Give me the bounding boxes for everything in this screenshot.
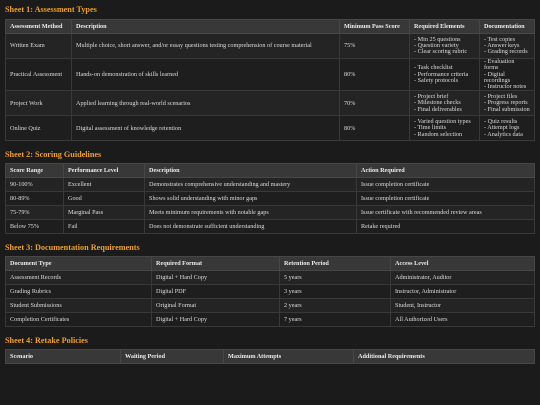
- column-header: Maximum Attempts: [224, 350, 354, 364]
- table-header-row: [6, 20, 535, 34]
- performance-level-cell: Fail: [64, 220, 145, 234]
- description-cell: Multiple choice, short answer, and/or essay questions testing comprehension of course material: [72, 34, 340, 59]
- description-cell: Shows solid understanding with minor gaps: [145, 192, 357, 206]
- retention-cell: 7 years: [280, 313, 391, 327]
- table-row: [6, 313, 535, 327]
- list-item: - Analytics data: [484, 130, 523, 138]
- format-cell: Digital PDF: [152, 285, 280, 299]
- table-row: [6, 220, 535, 234]
- document-type-cell: Assessment Records: [6, 271, 152, 285]
- list-item: - Project files: [484, 93, 518, 101]
- list-item: - Question variety: [414, 41, 459, 49]
- sheet-3-section: [5, 243, 535, 327]
- action-cell: Issue certificate with recommended review areas: [357, 206, 535, 220]
- column-header: Documentation: [480, 20, 535, 34]
- list-item: - Time limits: [414, 124, 446, 132]
- column-header: Required Format: [152, 257, 280, 271]
- access-level-cell: Student, Instructor: [391, 299, 535, 313]
- document-type-cell: Completion Certificates: [6, 313, 152, 327]
- table-row: [6, 34, 535, 59]
- column-header: Scenario: [6, 350, 121, 364]
- sheet-2-title: Sheet 2: Scoring Guidelines: [5, 150, 102, 160]
- sheet-1-title: Sheet 1: Assessment Types: [5, 5, 97, 14]
- list-item: - Instructor notes: [484, 83, 527, 91]
- column-header: Access Level: [391, 257, 535, 271]
- column-header: Additional Requirements: [354, 350, 535, 364]
- access-level-cell: All Authorized Users: [391, 313, 535, 327]
- list-item: - Grading records: [484, 48, 528, 56]
- format-cell: Digital + Hard Copy: [152, 313, 280, 327]
- list-item: - Project brief: [414, 93, 449, 101]
- column-header: Description: [72, 20, 340, 34]
- column-header: Action Required: [357, 164, 535, 178]
- score-cell: 70%: [340, 91, 410, 116]
- score-range-cell: 75-79%: [6, 206, 64, 220]
- description-cell: Digital assessment of knowledge retention: [72, 116, 340, 141]
- documentation-cell: [480, 34, 535, 59]
- column-header: Minimum Pass Score: [340, 20, 410, 34]
- table-row: [6, 299, 535, 313]
- column-header: Score Range: [6, 164, 64, 178]
- list-item: - Answer keys: [484, 41, 520, 49]
- description-cell: Does not demonstrate sufficient understanding: [145, 220, 357, 234]
- list-item: - Performance criteria: [414, 70, 469, 78]
- table-row: [6, 271, 535, 285]
- performance-level-cell: Marginal Pass: [64, 206, 145, 220]
- table-header-row: [6, 164, 535, 178]
- performance-level-cell: Excellent: [64, 178, 145, 192]
- documentation-requirements-table: [5, 256, 535, 327]
- documentation-cell: [480, 91, 535, 116]
- table-row: [6, 91, 535, 116]
- description-cell: Demonstrates comprehensive understanding and mastery: [145, 178, 357, 192]
- table-header-row: [6, 257, 535, 271]
- list-item: - Random selection: [414, 130, 463, 138]
- access-level-cell: Instructor, Administrator: [391, 285, 535, 299]
- assessment-types-table: [5, 19, 535, 141]
- sheet-4-section: [5, 336, 535, 364]
- sheet-3-title: Sheet 3: Documentation Requirements: [5, 243, 140, 253]
- score-range-cell: 90-100%: [6, 178, 64, 192]
- column-header: Description: [145, 164, 357, 178]
- table-row: [6, 285, 535, 299]
- performance-level-cell: Good: [64, 192, 145, 206]
- document-type-cell: Grading Rubrics: [6, 285, 152, 299]
- action-cell: Retake required: [357, 220, 535, 234]
- column-header: Assessment Method: [6, 20, 72, 34]
- list-item: - Final submission: [484, 105, 530, 113]
- column-header: Retention Period: [280, 257, 391, 271]
- table-row: [6, 59, 535, 91]
- score-range-cell: 80-89%: [6, 192, 64, 206]
- list-item: - Clear scoring rubric: [414, 48, 468, 56]
- description-cell: Hands-on demonstration of skills learned: [72, 59, 340, 91]
- action-cell: Issue completion certificate: [357, 178, 535, 192]
- scoring-guidelines-table: [5, 163, 535, 234]
- access-level-cell: Administrator, Auditor: [391, 271, 535, 285]
- required-elements-cell: [410, 59, 480, 91]
- list-item: - Progress reports: [484, 99, 528, 107]
- table-row: [6, 192, 535, 206]
- method-cell: Project Work: [6, 91, 72, 116]
- list-item: - Safety protocols: [414, 76, 458, 84]
- retake-policies-table: [5, 349, 535, 364]
- score-range-cell: Below 75%: [6, 220, 64, 234]
- list-item: - Test copies: [484, 35, 516, 43]
- table-row: [6, 178, 535, 192]
- list-item: - Attempt logs: [484, 124, 520, 132]
- table-row: [6, 116, 535, 141]
- documentation-cell: [480, 116, 535, 141]
- list-item: - Min 25 questions: [414, 35, 461, 43]
- description-cell: Meets minimum requirements with notable gaps: [145, 206, 357, 220]
- list-item: - Milestone checks: [414, 99, 461, 107]
- document-type-cell: Student Submissions: [6, 299, 152, 313]
- list-item: - Quiz results: [484, 118, 518, 126]
- sheet-2-section: [5, 150, 535, 234]
- list-item: - Varied question types: [414, 118, 471, 126]
- score-cell: 80%: [340, 59, 410, 91]
- description-cell: Applied learning through real-world scenarios: [72, 91, 340, 116]
- column-header: Required Elements: [410, 20, 480, 34]
- table-header-row: [6, 350, 535, 364]
- format-cell: Original Format: [152, 299, 280, 313]
- column-header: Waiting Period: [121, 350, 224, 364]
- required-elements-cell: [410, 34, 480, 59]
- required-elements-cell: [410, 116, 480, 141]
- method-cell: Practical Assessment: [6, 59, 72, 91]
- table-row: [6, 206, 535, 220]
- column-header: Document Type: [6, 257, 152, 271]
- column-header: Performance Level: [64, 164, 145, 178]
- sheet-1-section: [5, 5, 535, 141]
- list-item: - Task checklist: [414, 64, 453, 72]
- retention-cell: 2 years: [280, 299, 391, 313]
- list-item: - Evaluation forms: [484, 58, 515, 72]
- list-item: - Digital recordings: [484, 70, 511, 84]
- retention-cell: 5 years: [280, 271, 391, 285]
- format-cell: Digital + Hard Copy: [152, 271, 280, 285]
- documentation-cell: [480, 59, 535, 91]
- retention-cell: 3 years: [280, 285, 391, 299]
- method-cell: Online Quiz: [6, 116, 72, 141]
- method-cell: Written Exam: [6, 34, 72, 59]
- list-item: - Final deliverables: [414, 105, 462, 113]
- required-elements-cell: [410, 91, 480, 116]
- score-cell: 80%: [340, 116, 410, 141]
- score-cell: 75%: [340, 34, 410, 59]
- sheet-4-title: Sheet 4: Retake Policies: [5, 336, 88, 346]
- action-cell: Issue completion certificate: [357, 192, 535, 206]
